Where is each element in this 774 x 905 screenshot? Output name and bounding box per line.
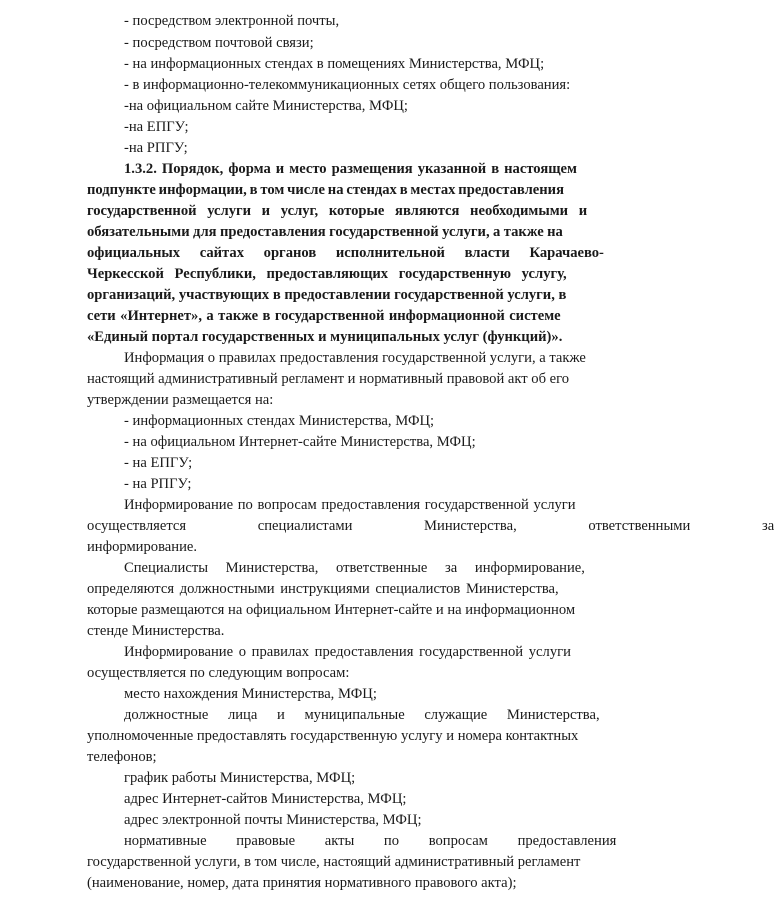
text-line: стенде Министерства. (87, 623, 225, 639)
section-heading: подпункте информации, в том числе на стендах в местах предоставления (87, 182, 564, 198)
text-line: - на ЕПГУ; (124, 455, 193, 471)
text-line: - информационных стендах Министерства, МФЦ; (124, 413, 435, 429)
section-heading: Черкесской Республики, предоставляющих государственную услугу, (87, 266, 567, 282)
section-heading: 1.3.2. Порядок, форма и место размещения указанной в настоящем (124, 161, 577, 177)
text-line: -на ЕПГУ; (124, 119, 189, 135)
text-line: нормативные правовые акты по вопросам предоставления (124, 833, 617, 849)
text-line: - посредством почтовой связи; (124, 35, 314, 51)
text-line: осуществляется по следующим вопросам: (87, 665, 350, 681)
section-heading: официальных сайтах органов исполнительной власти Карачаево- (87, 245, 604, 261)
text-line: Информирование по вопросам предоставления государственной услуги (124, 497, 576, 513)
text-line: - на официальном Интернет-сайте Министерства, МФЦ; (124, 434, 476, 450)
text-line: Информация о правилах предоставления государственной услуги, а также (124, 350, 586, 366)
text-line: государственной услуги, в том числе, настоящий административный регламент (87, 854, 581, 870)
section-heading: организаций, участвующих в предоставлении государственной услуги, в (87, 287, 567, 303)
text-line: (наименование, номер, дата принятия нормативного правового акта); (87, 875, 517, 891)
section-heading: обязательными для предоставления государственной услуги, а также на (87, 224, 563, 240)
text-line: осуществляется специалистами Министерства, ответственными за (87, 518, 774, 534)
text-line: -на официальном сайте Министерства, МФЦ; (124, 98, 408, 114)
text-line: -на РПГУ; (124, 140, 188, 156)
text-line: - на РПГУ; (124, 476, 192, 492)
text-line: адрес Интернет-сайтов Министерства, МФЦ; (124, 791, 407, 807)
text-line: адрес электронной почты Министерства, МФЦ; (124, 812, 422, 828)
text-line: утверждении размещается на: (87, 392, 274, 408)
text-line: определяются должностными инструкциями специалистов Министерства, (87, 581, 559, 597)
text-line: уполномоченные предоставлять государственную услугу и номера контактных (87, 728, 579, 744)
text-line: - на информационных стендах в помещениях Министерства, МФЦ; (124, 56, 545, 72)
text-line: телефонов; (87, 749, 157, 765)
text-line: - в информационно-телекоммуникационных сетях общего пользования: (124, 77, 571, 93)
text-line: место нахождения Министерства, МФЦ; (124, 686, 377, 702)
text-line: информирование. (87, 539, 198, 555)
text-line: должностные лица и муниципальные служащие Министерства, (124, 707, 600, 723)
section-heading: сети «Интернет», а также в государственной информационной системе (87, 308, 561, 324)
text-line: Информирование о правилах предоставления государственной услуги (124, 644, 571, 660)
text-line: настоящий административный регламент и нормативный правовой акт об его (87, 371, 570, 387)
section-heading: государственной услуги и услуг, которые являются необходимыми и (87, 203, 588, 219)
text-line: график работы Министерства, МФЦ; (124, 770, 356, 786)
section-heading: «Единый портал государственных и муниципальных услуг (функций)». (87, 329, 563, 345)
text-line: - посредством электронной почты, (124, 13, 340, 29)
text-line: Специалисты Министерства, ответственные за информирование, (124, 560, 585, 576)
text-line: которые размещаются на официальном Интернет-сайте и на информационном (87, 602, 576, 618)
